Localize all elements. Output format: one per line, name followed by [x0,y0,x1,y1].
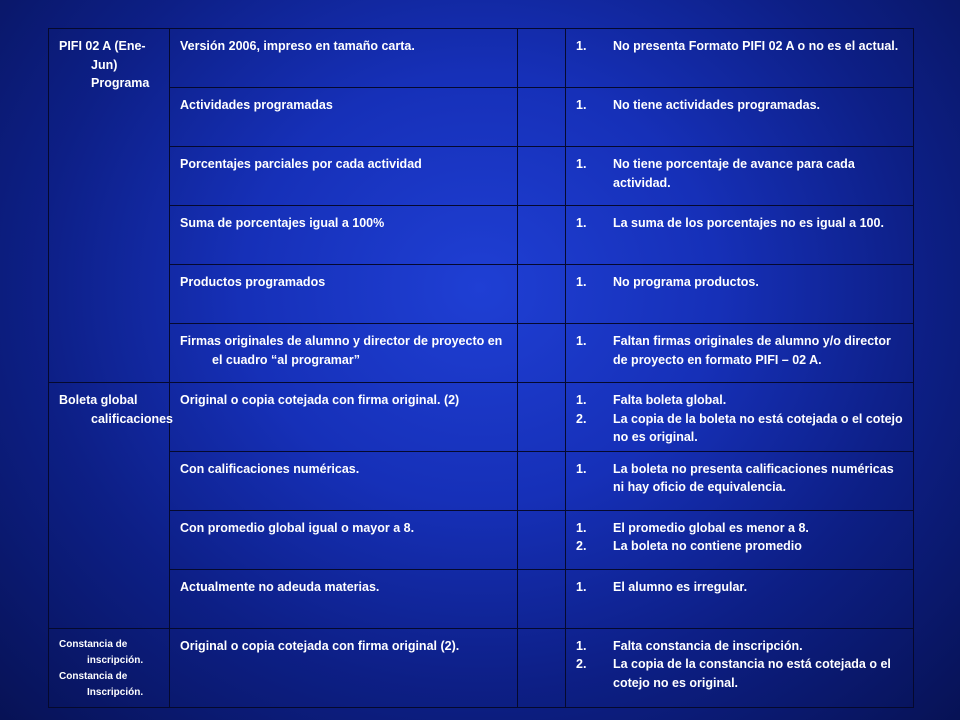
blank-cell [518,147,566,206]
table-row [49,628,914,707]
observation-item [576,460,905,497]
observation-number: 2. [576,411,587,426]
observation-cell [566,383,914,452]
observation-cell [566,324,914,383]
observation-item [576,578,905,597]
requirements-table [48,28,914,708]
observation-item [576,214,905,233]
requirement-text: Productos programados [180,275,326,289]
observation-number: 1. [576,216,587,230]
blank-cell [518,265,566,324]
table-row [49,88,914,147]
requirement-text: Versión 2006, impreso en tamaño carta. [180,39,415,53]
requirement-cell [170,569,518,628]
requirements-table-body [49,29,914,708]
observation-list [576,460,905,497]
observation-cell [566,510,914,569]
requirement-text: Original o copia cotejada con firma original (2). [180,638,460,653]
observation-list [576,332,905,369]
observation-cell [566,147,914,206]
observation-cell [566,206,914,265]
observation-item [576,391,905,410]
table-row [49,324,914,383]
observation-text: El alumno es irregular. [613,579,748,594]
observation-list [576,637,905,693]
observation-text: La boleta no contiene promedio [613,539,802,553]
blank-cell [518,324,566,383]
requirement-cell [170,206,518,265]
blank-cell [518,206,566,265]
requirement-text: Porcentajes parciales por cada actividad [180,157,422,171]
group-cell-constancia [49,628,170,707]
observation-list [576,155,905,192]
requirement-text: Original o copia cotejada con firma original. (2) [180,393,460,407]
observation-number: 1. [576,157,587,171]
group-label: Constancia de inscripción. [59,638,144,666]
blank-cell [518,628,566,707]
observation-cell [566,569,914,628]
observation-item [576,537,905,556]
observation-list [576,519,905,556]
requirement-text: Con promedio global igual o mayor a 8. [180,520,415,535]
blank-cell [518,569,566,628]
requirement-cell [170,265,518,324]
table-row [49,147,914,206]
observation-item [576,37,905,56]
observation-item [576,155,905,192]
observation-text: Falta constancia de inscripción. [613,638,803,653]
blank-cell [518,88,566,147]
observation-list [576,578,905,597]
observation-cell [566,29,914,88]
observation-number: 1. [576,520,587,535]
observation-cell [566,265,914,324]
observation-text: La copia de la constancia no está cotejada o el cotejo no es original. [613,657,891,690]
observation-item [576,273,905,292]
requirement-cell [170,451,518,510]
observation-number: 1. [576,98,587,112]
observation-item [576,410,905,447]
observation-text: El promedio global es menor a 8. [613,520,809,535]
observation-text: No tiene porcentaje de avance para cada actividad. [613,157,855,190]
requirement-text: Suma de porcentajes igual a 100% [180,216,385,230]
table-row [49,569,914,628]
observation-text: No presenta Formato PIFI 02 A o no es el actual. [613,39,899,53]
blank-cell [518,383,566,452]
blank-cell [518,29,566,88]
observation-item [576,519,905,538]
requirement-cell [170,510,518,569]
blank-cell [518,451,566,510]
observation-text: La boleta no presenta calificaciones numéricas ni hay oficio de equivalencia. [613,461,894,494]
group-cell-boleta [49,383,173,629]
observation-cell [566,451,914,510]
observation-list [576,273,905,292]
requirement-cell [170,88,518,147]
observation-text: No tiene actividades programadas. [613,98,821,112]
observation-text: La copia de la boleta no está cotejada o el cotejo no es original. [613,411,903,444]
requirement-cell [170,29,518,88]
observation-number: 1. [576,393,587,407]
observation-text: Falta boleta global. [613,393,727,407]
requirement-cell [170,324,518,383]
observation-text: No programa productos. [613,275,759,289]
observation-number: 1. [576,275,587,289]
requirement-cell [170,147,518,206]
group-label: PIFI 02 A (Ene-Jun) Programa [59,39,150,90]
observation-number: 1. [576,638,587,653]
observation-item [576,655,905,692]
observation-number: 1. [576,334,587,348]
observation-number: 1. [576,39,587,53]
observation-list [576,391,905,447]
observation-item [576,332,905,369]
observation-number: 1. [576,461,587,476]
observation-number: 2. [576,657,587,671]
observation-cell [566,628,914,707]
observation-item [576,96,905,115]
table-row [49,383,914,452]
requirement-text: Actividades programadas [180,98,333,112]
requirement-text: Con calificaciones numéricas. [180,461,360,476]
observation-number: 2. [576,539,587,553]
observation-text: Faltan firmas originales de alumno y/o director de proyecto en formato PIFI – 02 A. [613,334,891,367]
table-row [49,451,914,510]
table-row [49,265,914,324]
requirement-cell [170,383,518,452]
table-row [49,29,914,88]
group-cell-pifi [49,29,170,383]
observation-number: 1. [576,579,587,594]
group-label: Constancia de Inscripción. [59,670,144,698]
table-row [49,206,914,265]
observation-cell [566,88,914,147]
observation-list [576,37,905,56]
requirement-cell [170,628,518,707]
requirement-text: Actualmente no adeuda materias. [180,579,380,594]
blank-cell [518,510,566,569]
observation-item [576,637,905,656]
table-row [49,510,914,569]
observation-list [576,214,905,233]
requirement-text: Firmas originales de alumno y director de proyecto en el cuadro “al programar” [180,334,503,367]
observation-text: La suma de los porcentajes no es igual a 100. [613,216,884,230]
group-label: Boleta global calificaciones [59,393,173,426]
observation-list [576,96,905,115]
